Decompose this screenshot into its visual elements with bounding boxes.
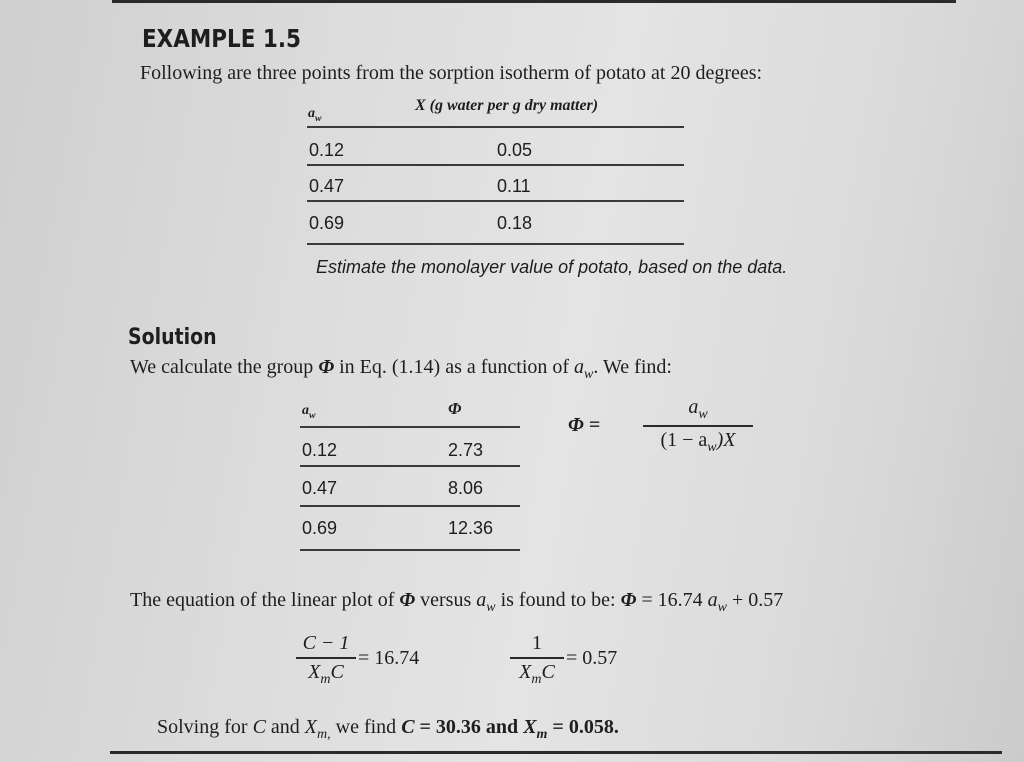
solution-title: Solution <box>128 325 217 350</box>
table2-bottom-rule <box>300 549 520 551</box>
slope-fraction <box>296 632 356 688</box>
table2-row1-phi: 2.73 <box>448 440 484 460</box>
table2-row1-aw: 0.12 <box>302 440 338 460</box>
example-task: Estimate the monolayer value of potato, based on the data. <box>316 257 788 277</box>
table2-row3-aw: 0.69 <box>302 518 338 538</box>
intercept-denominator: $X_mC$ <box>519 660 555 687</box>
table1-bottom-rule <box>307 243 684 245</box>
table1-row2-x: 0.11 <box>497 176 531 196</box>
example-intro: Following are three points from the sorption isotherm of potato at 20 degrees: <box>140 62 763 84</box>
example-title: EXAMPLE 1.5 <box>142 24 302 53</box>
table1-row3-x: 0.18 <box>497 213 533 233</box>
slope-denominator: $X_mC$ <box>308 660 344 687</box>
solution-intro: We calculate the group Φ in Eq. (1.14) as a function of $a_w$. We find: <box>130 356 672 382</box>
table2-row2-aw: 0.47 <box>302 478 338 498</box>
table2-header-phi: Φ <box>448 399 462 418</box>
table2-row-rule <box>300 465 520 467</box>
top-rule <box>112 0 956 3</box>
fraction-bar <box>643 425 753 427</box>
intercept-numerator: 1 <box>532 632 542 654</box>
fraction-bar <box>510 657 564 659</box>
table1-header-x: X (g water per g dry matter) <box>415 97 599 114</box>
phi-formula-numerator: $a_w$ <box>688 396 708 422</box>
phi-formula-fraction <box>643 396 753 456</box>
intercept-value: = 0.57 <box>566 647 618 669</box>
table2-row2-phi: 8.06 <box>448 478 484 498</box>
fraction-bar <box>296 657 356 659</box>
table2-row3-phi: 12.36 <box>448 518 494 538</box>
slope-value: = 16.74 <box>358 647 420 669</box>
result-sentence: Solving for C and $X_{m,}$ we find C = 30.36 and $X_m = 0.058$. <box>157 716 619 742</box>
phi-formula-denominator: $(1 - a_w)X$ <box>660 428 736 455</box>
table1-row3-aw: 0.69 <box>309 213 345 233</box>
slope-numerator: C − 1 <box>302 632 350 654</box>
table2-header-aw: $a_w$ <box>302 403 316 421</box>
intercept-fraction <box>510 632 564 688</box>
bottom-rule <box>110 751 1002 754</box>
table2-header-rule <box>300 426 520 428</box>
table1-row-rule <box>307 164 684 166</box>
table1-header-aw: $a_w$ <box>308 106 322 124</box>
table1-header-rule <box>307 126 684 128</box>
phi-formula-lhs: Φ = <box>568 414 601 436</box>
table1-row1-aw: 0.12 <box>309 140 345 160</box>
linear-equation: The equation of the linear plot of Φ versus $a_w$ is found to be: Φ = 16.74 $a_w + 0.57$ <box>130 589 784 615</box>
table2-row-rule <box>300 505 520 507</box>
table1-row1-x: 0.05 <box>497 140 533 160</box>
table1-row-rule <box>307 200 684 202</box>
table1-row2-aw: 0.47 <box>309 176 345 196</box>
